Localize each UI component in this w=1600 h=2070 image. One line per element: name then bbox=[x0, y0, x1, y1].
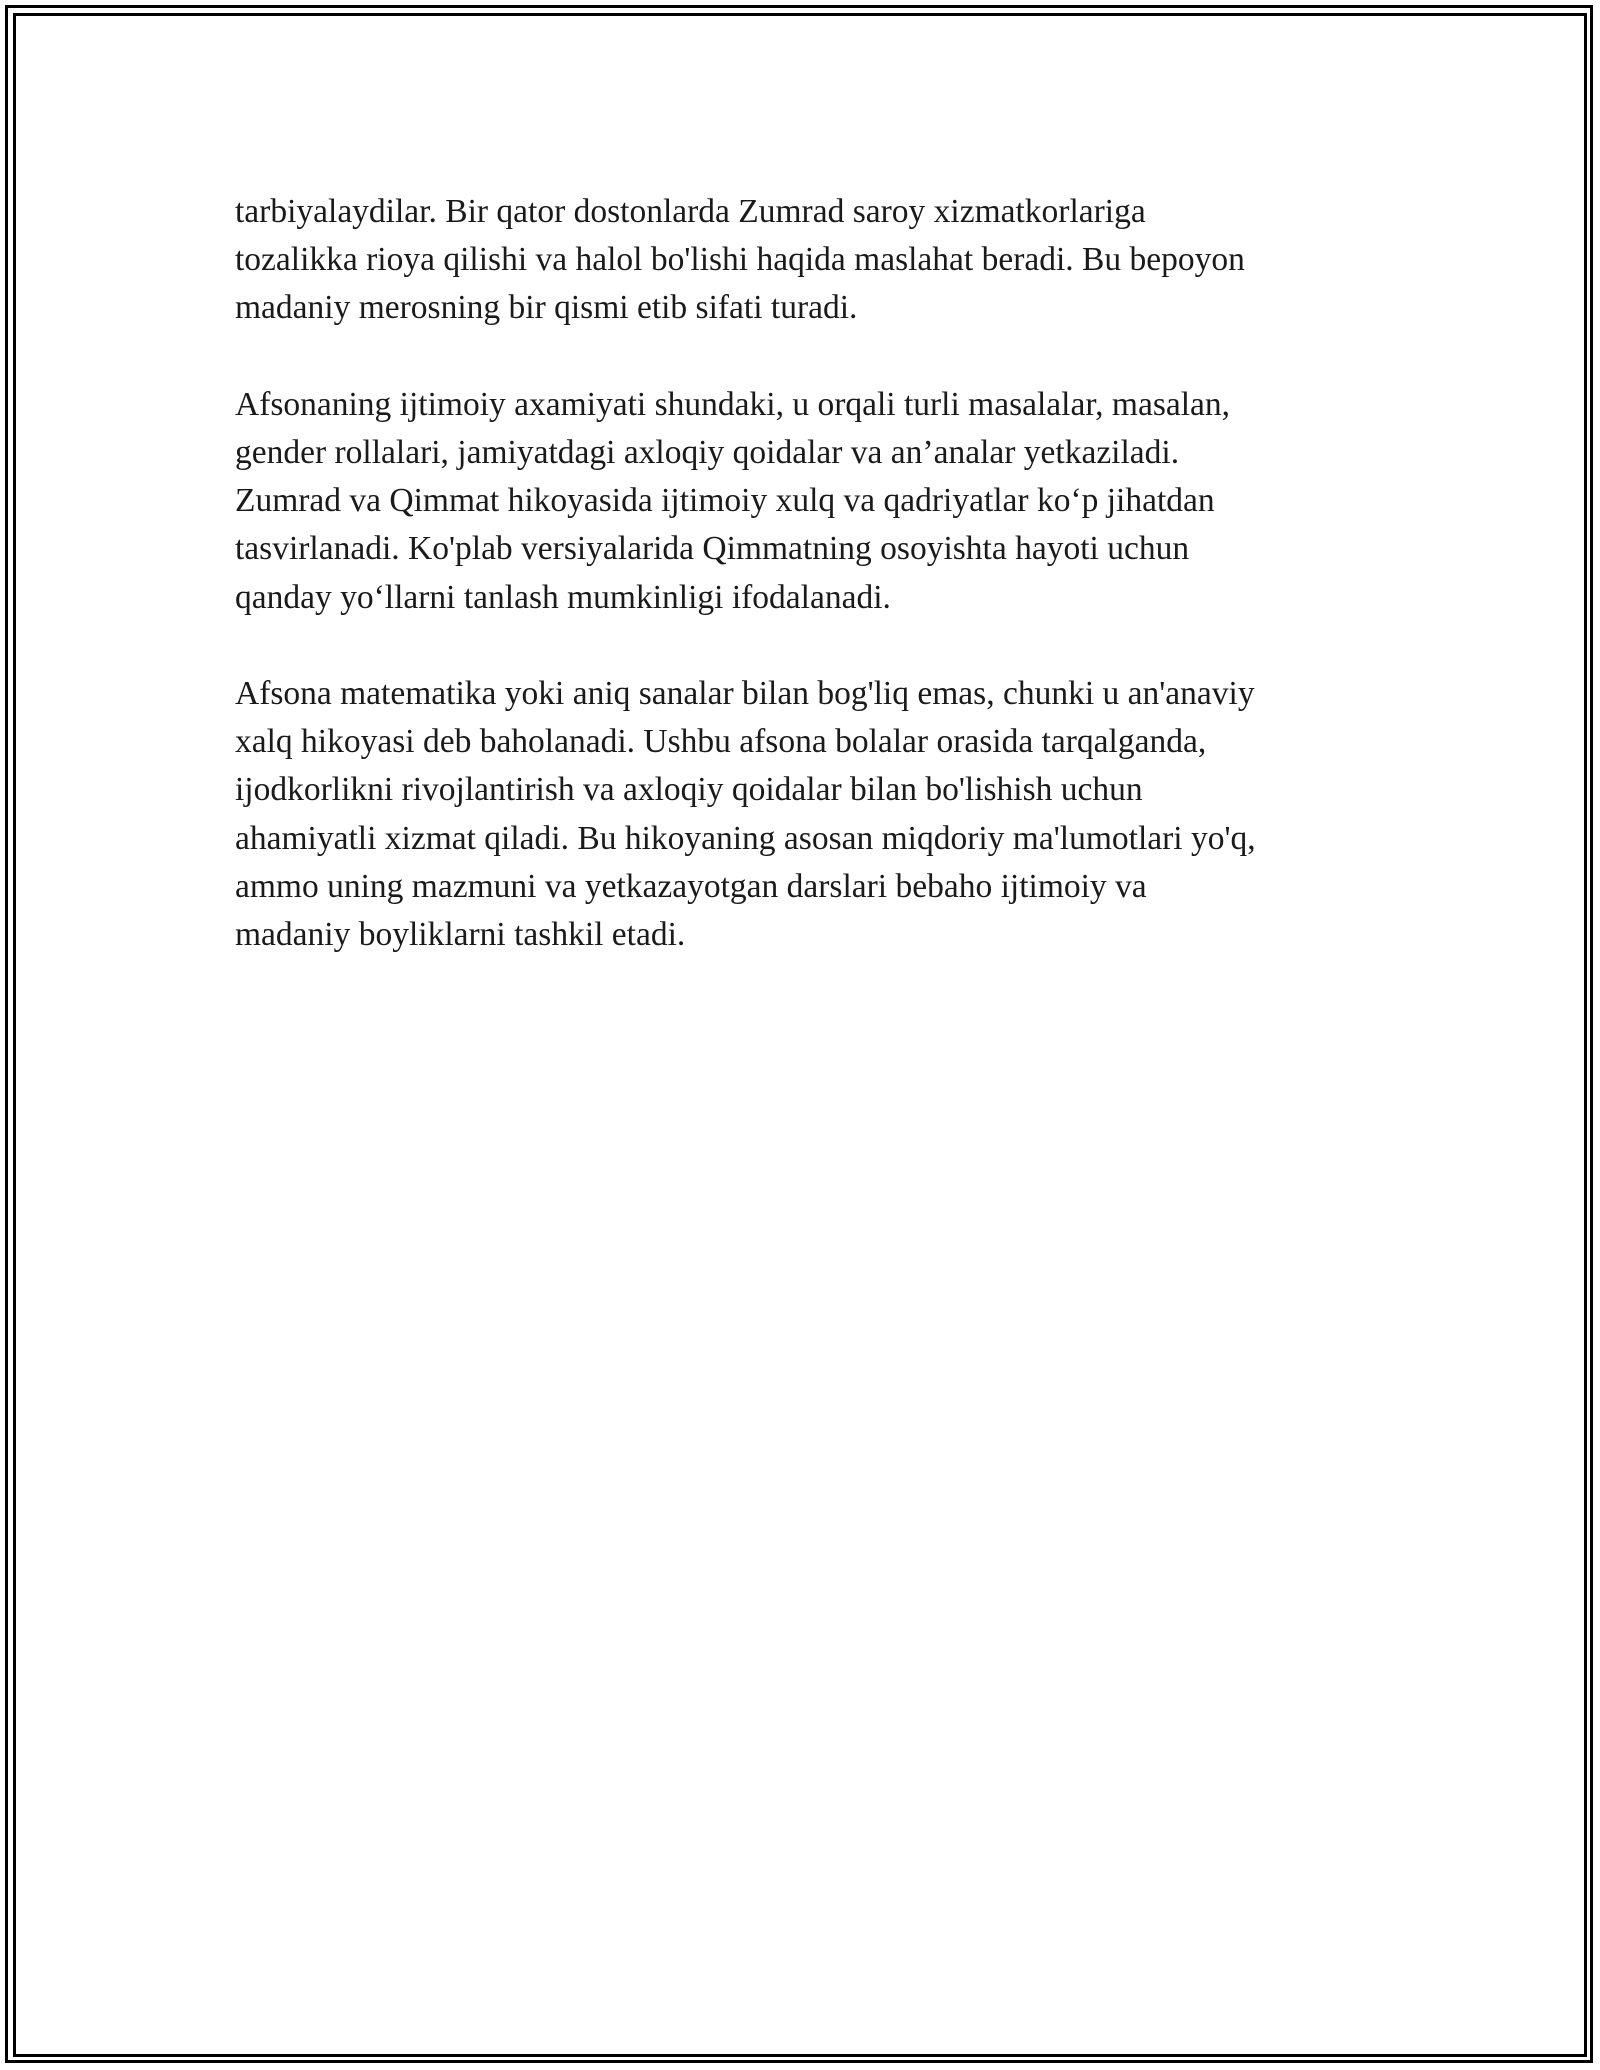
text-line: tozalikka rioya qilishi va halol bo'lishi haqida maslahat beradi. Bu bepoyon bbox=[235, 241, 1245, 279]
text-line: Zumrad va Qimmat hikoyasida ijtimoiy xulq va qadriyatlar ko‘p jihatdan bbox=[235, 482, 1215, 520]
text-line: madaniy boyliklarni tashkil etadi. bbox=[235, 916, 686, 954]
text-line: xalq hikoyasi deb baholanadi. Ushbu afsona bolalar orasida tarqalganda, bbox=[235, 723, 1207, 761]
text-line: qanday yo‘llarni tanlash mumkinligi ifodalanadi. bbox=[235, 578, 891, 616]
text-line: gender rollalari, jamiyatdagi axloqiy qoidalar va an’analar yetkaziladi. bbox=[235, 434, 1180, 471]
text-line: tarbiyalaydilar. Bir qator dostonlarda Zumrad saroy xizmatkorlariga bbox=[235, 193, 1146, 230]
text-line: Afsona matematika yoki aniq sanalar bilan bog'liq emas, chunki u an'anaviy bbox=[235, 675, 1255, 712]
document-body bbox=[235, 188, 1365, 1007]
paragraph-1 bbox=[235, 188, 1365, 333]
paragraph-3 bbox=[235, 670, 1365, 959]
text-line: tasvirlanadi. Ko'plab versiyalarida Qimmatning osoyishta hayoti uchun bbox=[235, 530, 1190, 568]
text-line: ijodkorlikni rivojlantirish va axloqiy qoidalar bilan bo'lishish uchun bbox=[235, 771, 1143, 809]
text-line: Afsonaning ijtimoiy axamiyati shundaki, u orqali turli masalalar, masalan, bbox=[235, 385, 1231, 423]
text-line: madaniy merosning bir qismi etib sifati turadi. bbox=[235, 289, 858, 327]
paragraph-2 bbox=[235, 381, 1365, 622]
text-line: ahamiyatli xizmat qiladi. Bu hikoyaning asosan miqdoriy ma'lumotlari yo'q, bbox=[235, 819, 1256, 857]
text-line: ammo uning mazmuni va yetkazayotgan darslari bebaho ijtimoiy va bbox=[235, 867, 1147, 905]
